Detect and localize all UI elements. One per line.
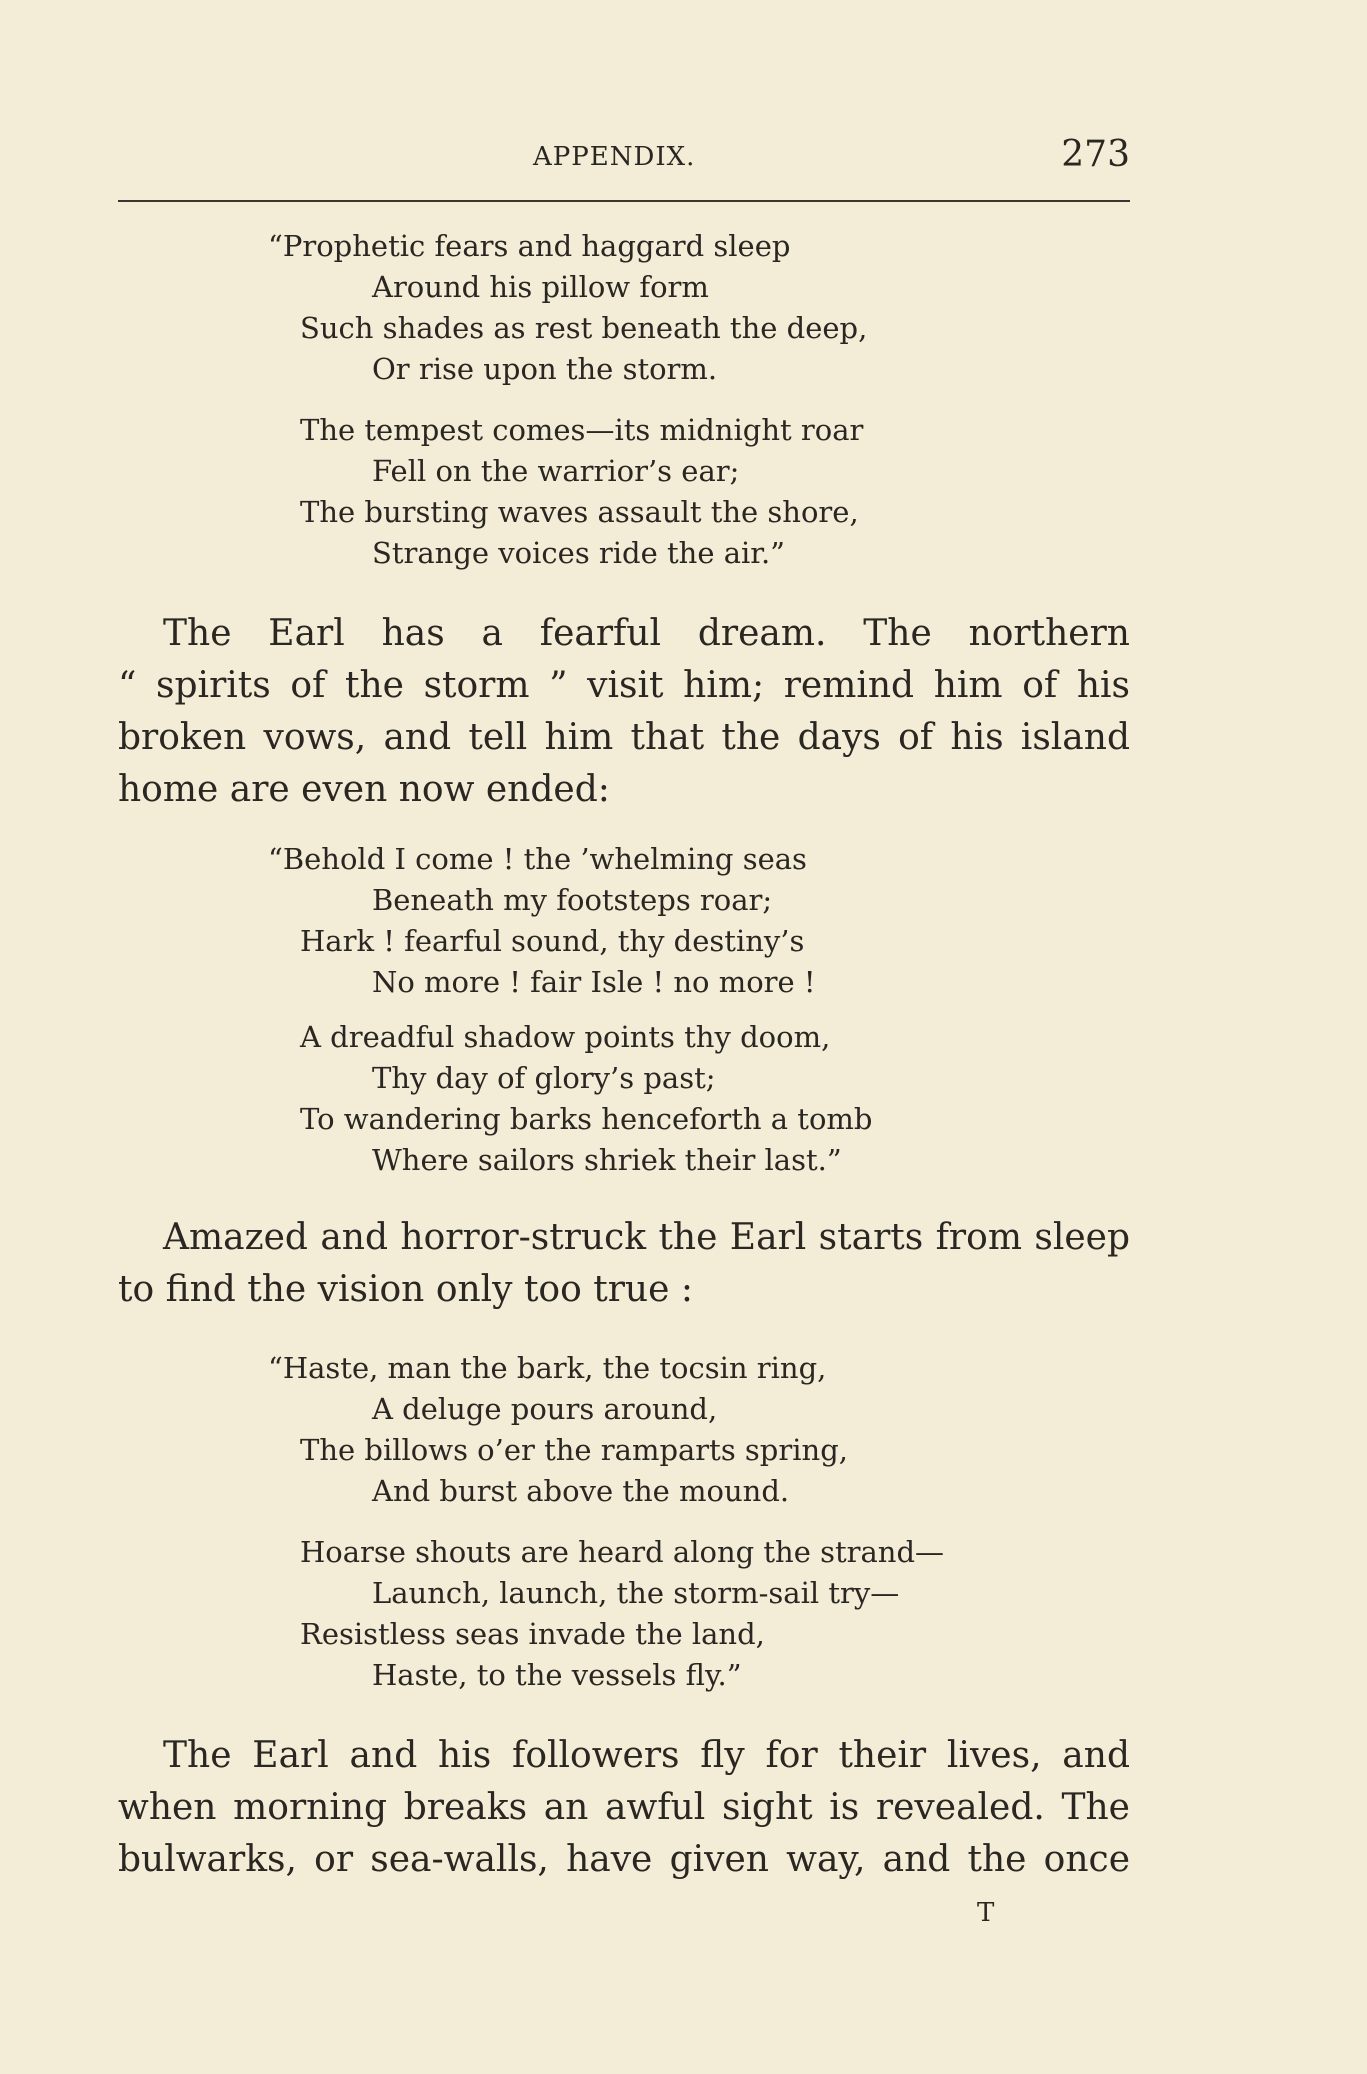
verse-line: The billows o’er the ramparts spring, bbox=[300, 1433, 848, 1467]
page-number: 273 bbox=[1061, 134, 1130, 175]
verse-line: And burst above the mound. bbox=[372, 1474, 790, 1508]
verse-line: “Behold I come ! the ’whelming seas bbox=[268, 842, 807, 876]
prose-line: bulwarks, or sea-walls, have given way, and the once bbox=[118, 1839, 1130, 1880]
verse-line: Around his pillow form bbox=[372, 270, 709, 304]
verse-line: Thy day of glory’s past; bbox=[372, 1061, 716, 1095]
header-rule bbox=[118, 200, 1130, 202]
verse-line: Where sailors shriek their last.” bbox=[372, 1143, 842, 1177]
poem-stanza-3b bbox=[300, 1532, 1020, 1696]
verse-line: The bursting waves assault the shore, bbox=[300, 495, 859, 529]
poem-stanza-3a bbox=[268, 1348, 1020, 1512]
verse-line: Resistless seas invade the land, bbox=[300, 1617, 765, 1651]
verse-line: “Haste, man the bark, the tocsin ring, bbox=[268, 1351, 827, 1385]
running-title: APPENDIX. bbox=[533, 142, 696, 172]
verse-line: The tempest comes—its midnight roar bbox=[300, 413, 864, 447]
prose-line: when morning breaks an awful sight is revealed. The bbox=[118, 1787, 1130, 1828]
prose-line: to find the vision only too true : bbox=[118, 1269, 693, 1310]
verse-line: To wandering barks henceforth a tomb bbox=[300, 1102, 873, 1136]
verse-line: Strange voices ride the air.” bbox=[372, 536, 785, 570]
poem-stanza-1a bbox=[268, 226, 1020, 390]
prose-paragraph-3 bbox=[118, 1730, 1130, 1886]
verse-line: Beneath my footsteps roar; bbox=[372, 883, 773, 917]
poem-stanza-1b bbox=[300, 410, 1020, 574]
page-header bbox=[118, 130, 1130, 180]
verse-line: Or rise upon the storm. bbox=[372, 352, 718, 386]
prose-line: home are even now ended: bbox=[118, 769, 610, 810]
verse-line: Fell on the warrior’s ear; bbox=[372, 454, 740, 488]
poem-stanza-2b bbox=[300, 1017, 1020, 1181]
prose-line: Amazed and horror-struck the Earl starts from sleep bbox=[163, 1217, 1130, 1258]
verse-line: No more ! fair Isle ! no more ! bbox=[372, 965, 816, 999]
poem-stanza-2a bbox=[268, 839, 1020, 1003]
verse-line: Such shades as rest beneath the deep, bbox=[300, 311, 868, 345]
prose-line: The Earl and his followers fly for their lives, and bbox=[163, 1735, 1130, 1776]
prose-line: The Earl has a fearful dream. The northern bbox=[163, 613, 1130, 654]
verse-line: Hark ! fearful sound, thy destiny’s bbox=[300, 924, 805, 958]
verse-line: A dreadful shadow points thy doom, bbox=[300, 1020, 831, 1054]
prose-line: “ spirits of the storm ” visit him; remind him of his bbox=[118, 665, 1130, 706]
verse-line: “Prophetic fears and haggard sleep bbox=[268, 229, 791, 263]
prose-line: broken vows, and tell him that the days of his island bbox=[118, 717, 1130, 758]
verse-line: Haste, to the vessels fly.” bbox=[372, 1658, 742, 1692]
verse-line: Hoarse shouts are heard along the strand— bbox=[300, 1535, 945, 1569]
signature-mark: T bbox=[977, 1898, 995, 1928]
prose-paragraph-1 bbox=[118, 608, 1130, 816]
verse-line: A deluge pours around, bbox=[372, 1392, 718, 1426]
verse-line: Launch, launch, the storm-sail try— bbox=[372, 1576, 900, 1610]
prose-paragraph-2 bbox=[118, 1212, 1130, 1316]
